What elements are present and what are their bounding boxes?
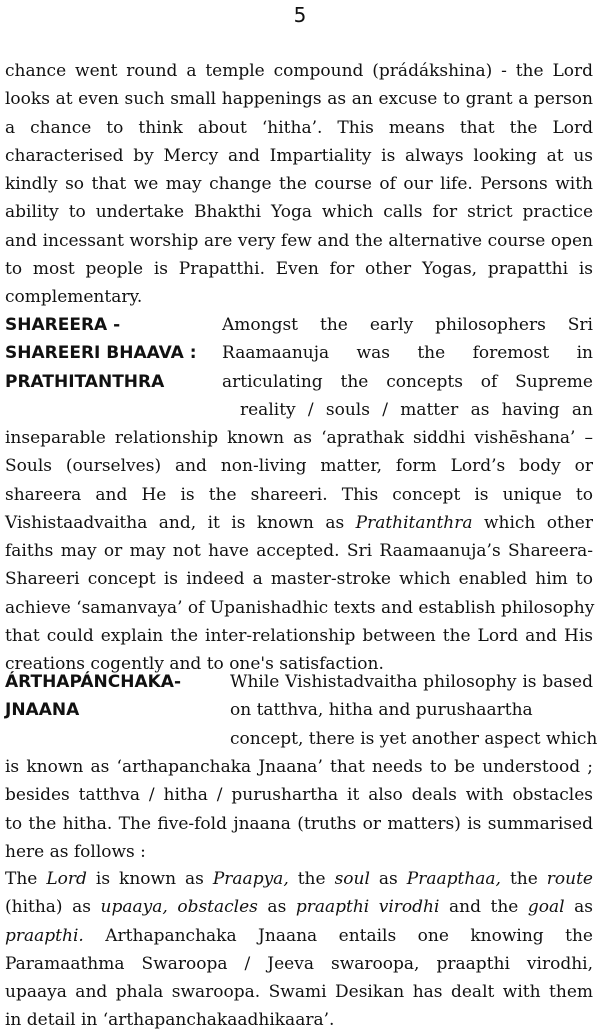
text-line: characterised by Mercy and Impartiality is always looking at us xyxy=(5,145,593,166)
text-line: besides tatthva / hitha / purushartha it also deals with obstacles xyxy=(5,785,593,806)
text-line: creations cogently and to one's satisfaction. xyxy=(5,654,384,675)
text-line: complementary. xyxy=(5,287,143,308)
text-line: that could explain the inter-relationship between the Lord and His xyxy=(5,626,593,647)
text-line: reality / souls / matter as having an xyxy=(240,400,593,420)
heading-line: PRATHITANTHRA xyxy=(5,371,165,392)
text-line: Vishistaadvaitha and, it is known as Prathitanthra which other xyxy=(5,512,593,533)
text-line: achieve ‘samanvaya’ of Upanishadhic texts and establish philosophy xyxy=(5,597,595,618)
paragraph-shareera-body xyxy=(5,424,593,679)
paragraph-arthapanchaka-body xyxy=(5,753,593,866)
text-line: (hitha) as upaaya, obstacles as praapthi virodhi and the goal as xyxy=(5,897,594,918)
section-heading-arthapanchaka xyxy=(5,668,181,725)
text-line: Raamaanuja was the foremost in xyxy=(222,343,593,364)
section-intro-shareera-line4 xyxy=(240,396,593,424)
text-line: articulating the concepts of Supreme xyxy=(222,371,593,392)
text-line: Amongst the early philosophers Sri xyxy=(222,315,593,335)
text-line: Souls (ourselves) and non-living matter, form Lord’s body or xyxy=(5,456,593,477)
text-line: kindly so that we may change the course of our life. Persons with xyxy=(5,174,593,195)
text-line: and incessant worship are very few and the alternative course open xyxy=(5,230,593,251)
text-line: Shareeri concept is indeed a master-stroke which enabled him to xyxy=(5,569,593,590)
term-prathitanthra: Prathitanthra xyxy=(355,512,473,533)
text-line: chance went round a temple compound (prádákshina) - the Lord xyxy=(5,61,593,81)
section-heading-shareera xyxy=(5,311,197,396)
text-line: faiths may or may not have accepted. Sri Raamaanuja’s Shareera- xyxy=(5,541,593,562)
text-line: praapthi. Arthapanchaka Jnaana entails one knowing the xyxy=(5,925,593,946)
text-line: looks at even such small happenings as an excuse to grant a person xyxy=(5,89,593,110)
heading-line: SHAREERA - xyxy=(5,315,121,335)
text-line: in detail in ‘arthapanchakaadhikaara’. xyxy=(5,1010,335,1031)
section-intro-shareera xyxy=(222,311,593,396)
heading-line: JNAANA xyxy=(5,700,80,721)
heading-line: ÁRTHAPÁNCHAKA- xyxy=(5,672,181,692)
text-line: shareera and He is the shareeri. This concept is unique to xyxy=(5,484,593,505)
text-line: While Vishistadvaitha philosophy is based xyxy=(230,672,593,692)
text-line: here as follows : xyxy=(5,841,146,862)
text-line: to most people is Prapatthi. Even for other Yogas, prapatthi is xyxy=(5,259,593,280)
page-number: 5 xyxy=(293,3,307,27)
text-line: to the hitha. The five-fold jnaana (truths or matters) is summarised xyxy=(5,813,593,834)
text-line: a chance to think about ‘hitha’. This means that the Lord xyxy=(5,117,593,138)
text-line: Paramaathma Swaroopa / Jeeva swaroopa, praapthi virodhi, xyxy=(5,953,593,974)
paragraph-five-fold xyxy=(5,865,593,1035)
section-intro-arthapanchaka xyxy=(230,668,598,753)
text-line: upaaya and phala swaroopa. Swami Desikan has dealt with them xyxy=(5,982,593,1003)
text-line: inseparable relationship known as ‘aprathak siddhi vishēshana’ – xyxy=(5,428,593,448)
text-line: on tatthva, hitha and purushaartha xyxy=(230,700,533,721)
text-line: ability to undertake Bhakthi Yoga which calls for strict practice xyxy=(5,202,593,223)
heading-line: SHAREERI BHAAVA : xyxy=(5,343,197,364)
text-line: The Lord is known as Praapya, the soul as Praapthaa, the route xyxy=(5,869,593,889)
text-line: is known as ‘arthapanchaka Jnaana’ that needs to be understood ; xyxy=(5,757,593,777)
paragraph-intro xyxy=(5,57,593,312)
text-line: concept, there is yet another aspect which xyxy=(230,728,598,749)
